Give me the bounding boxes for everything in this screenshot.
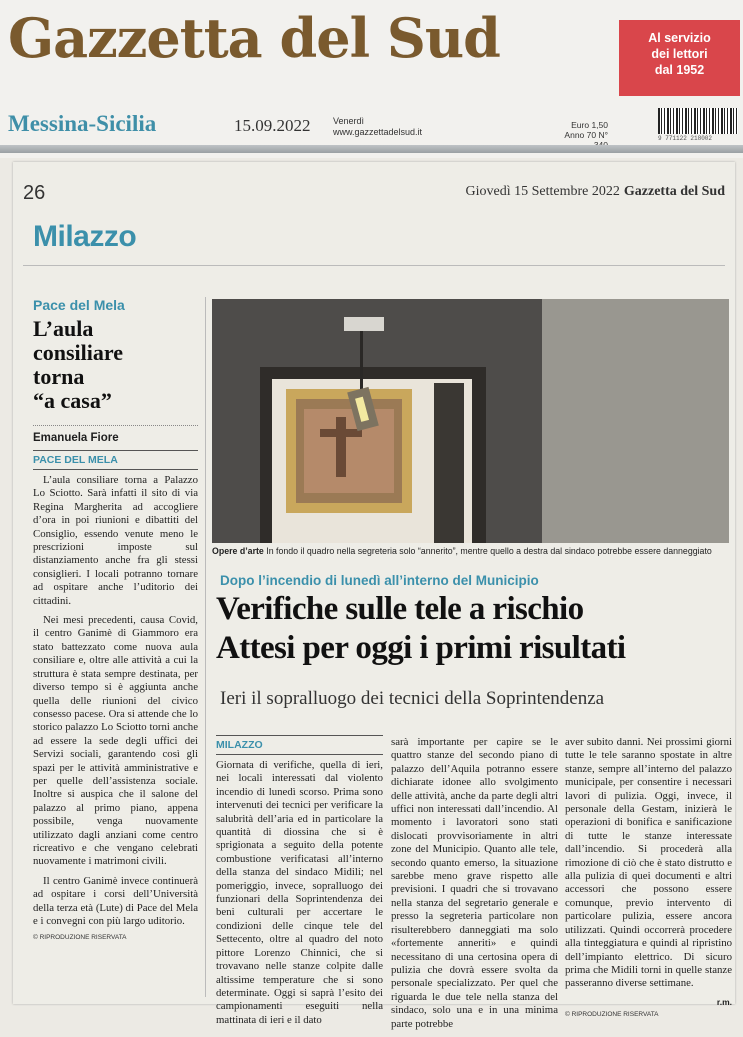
caption-text: In fondo il quadro nella segreteria solo “annerito”, mentre quello a destra dal sindaco potrebbe essere danneggiato [266, 546, 712, 556]
divider [33, 425, 198, 426]
photo-caption [212, 546, 729, 556]
article-column-3 [565, 732, 732, 1018]
headline-line: Attesi per oggi i primi risultati [216, 630, 626, 666]
paragraph: sarà importante per capire se le quattro stanze del secondo piano di palazzo dell’Aquila potranno essere dichiarate idonee allo svolgimento delle attività, anche da parte degli altri uffici non interessati dall’incendio. Al momento i lavoratori sono stati dislocati provvisoriamente in altri zone del Municipio. Quanto alle tele, secondo quanto emerso, la situazione sarebbe meno grave rispetto alle previsioni. I quadri che si trovavano nella stanza del segretario generale e presso la segreteria particolare non risulterebbero danneggiati ma solo «fortemente anneriti» e quindi necessitano di una certosina opera di pulizia che dovrà essere svolta da personale specializzato. Per quel che riguarda le due tele nella stanza del sindaco, solo una e in una minima parte potrebbe [391, 736, 558, 1030]
article-signature: r.m. [716, 996, 732, 1007]
column-divider [205, 297, 206, 997]
column-text [391, 736, 558, 1031]
issue-number: Anno 70 N° [564, 130, 608, 140]
edition-label: Messina-Sicilia [8, 111, 157, 136]
side-kicker: Pace del Mela [33, 297, 125, 313]
paragraph: aver subito danni. Nei prossimi giorni tutte le tele saranno spostate in altre stanze, sempre all’interno del palazzo municipale, per consentire i necessari lavori di pulizia. Oggi, invece, il personale della Gestam, inizierà le operazioni di bonifica e sanificazione di tutte le stanze interessate dall’incendio. Si procederà alla rimozione di ciò che è stato distrutto e alla pulizia di quei documenti e altri accessori che possono essere comunque, previo intervento di particolare pulizia, essere ancora utilizzati. Quindi occorrerà procedere alla tinteggiatura e quindi al ripristino dell’impianto elettrico. Di sicuro prima che Midili torni in quelle stanze passeranno diverse settimane. [565, 736, 732, 990]
section-divider [23, 265, 725, 266]
photo-illustration [212, 299, 729, 543]
side-title [33, 317, 198, 413]
barcode-icon [658, 108, 738, 134]
masthead-divider [0, 145, 743, 153]
author-byline: Emanuela Fiore [33, 432, 119, 444]
paragraph: Il centro Ganimè invece continuerà ad ospitare i corsi dell’Università della terza età (Lute) di Pace del Mela e i convegni con più largo uditorio. [33, 874, 198, 927]
side-body [33, 474, 198, 928]
section-title: Milazzo [33, 220, 137, 253]
article-subtitle: Ieri il sopralluogo dei tecnici della Soprintendenza [220, 688, 605, 709]
issue-date: 15.09.2022 [234, 116, 311, 135]
title-line: L’aula [33, 316, 94, 341]
price: Euro 1,50 [571, 120, 608, 130]
caption-label: Opere d’arte [212, 546, 264, 556]
page-number: 26 [23, 182, 46, 204]
newspaper-logo: Gazzetta del Sud [8, 6, 500, 70]
article-column-2 [391, 732, 558, 1037]
dateline: PACE DEL MELA [33, 450, 198, 470]
title-line: consiliare [33, 340, 124, 365]
header-date: Giovedì 15 Settembre 2022 [465, 184, 620, 199]
title-line: torna [33, 364, 85, 389]
headline [216, 590, 625, 668]
masthead [0, 0, 743, 158]
issue-day: Venerdì [333, 116, 365, 126]
page-header [466, 184, 725, 200]
promo-line: Al servizio [648, 31, 711, 45]
copyright-note: © RIPRODUZIONE RISERVATA [565, 1010, 659, 1018]
article-overtitle: Dopo l’incendio di lunedì all’interno del Municipio [220, 573, 539, 588]
paragraph: Nei mesi precedenti, causa Covid, il centro Ganimè di Giammoro era stato battezzato come nuova aula consiliare e, oltre alle attività a cui la struttura è stata sempre destinata, per diverso tempo si è aggiunta anche quella delle riunioni del civico consesso pacese. Ora si attende che lo storico palazzo Lo Sciotto torni anche ad essere la sede degli uffici dei Servizi sociali, garantendo così gli spazi per le attività amministrative e per quelle dell’assistenza sociale. Inoltre si auspica che il salone del palazzo al primo piano, appena possibile, venga nuovamente utilizzato dagli anziani come centro ricreativo e che vengano celebrati nuovamente i matrimoni civili. [33, 614, 198, 868]
headline-line: Verifiche sulle tele a rischio [216, 591, 584, 627]
column-text [216, 759, 383, 1027]
side-article [33, 297, 198, 941]
header-paper: Gazzetta del Sud [623, 184, 725, 199]
promo-line: dei lettori [651, 47, 708, 61]
anniversary-badge [619, 20, 740, 96]
title-line: “a casa” [33, 388, 112, 413]
column-text [565, 736, 732, 991]
promo-line: dal 1952 [654, 63, 705, 77]
website-link[interactable]: www.gazzettadelsud.it [333, 127, 423, 137]
newspaper-page [13, 162, 735, 1030]
barcode-number: 9 771122 218002 [658, 135, 713, 142]
article-column-1 [216, 729, 383, 1033]
article-photo [212, 299, 729, 543]
dateline: MILAZZO [216, 735, 383, 755]
copyright-note: © RIPRODUZIONE RISERVATA [33, 934, 127, 942]
paragraph: Giornata di verifiche, quella di ieri, nei locali interessati dal violento incendio di lunedì scorso. Prima sono intervenuti dei tecnici per verificare la salubrità dell’aria ed in particolare la quantità di diossina che si è sprigionata a seguito della potente combustione verificatasi all’interno della stanza del sindaco Midili; nel pomeriggio, invece, sopralluogo dei funzionari della Soprintendenza dei beni culturali per accertare le condizioni delle cinque tele del Settecento, oltre al quadro del noto pittore Lorenzo Chinnici, che si trovavano nelle stanze colpite dalle altissime temperature che si sono determinate. Oggi si saprà l’esito dei campionamenti eseguiti nella mattinata di ieri e il dato [216, 759, 383, 1026]
paragraph: L’aula consiliare torna a Palazzo Lo Sciotto. Sarà infatti il sito di via Regina Margherita ad accogliere d’ora in poi riunioni e dibattiti del Consiglio, essendo venute meno le prescrizioni imposte sul distanziamento anche fra gli stessi consiglieri. I locali potranno tornare ad ospitare anche l’uditorio dei cittadini. [33, 474, 198, 607]
